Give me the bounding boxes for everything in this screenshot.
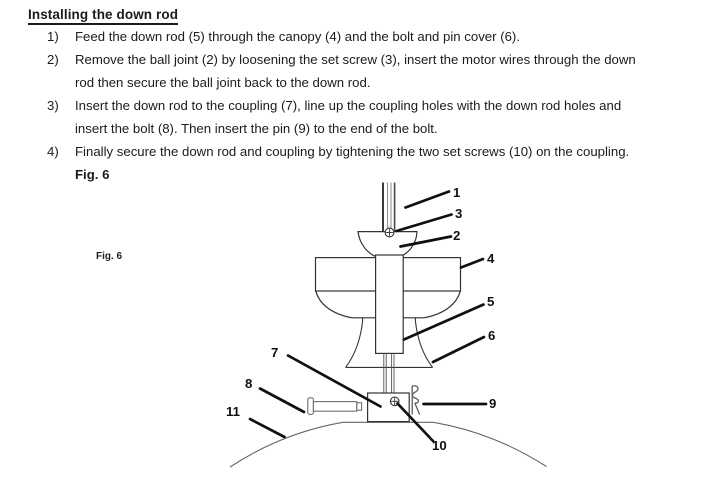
instruction-number: 3) (47, 98, 59, 113)
instruction-line: insert the bolt (8). Then insert the pin (9) to the end of the bolt. (75, 121, 438, 136)
bolt (308, 398, 362, 415)
figure-callout-11: 11 (226, 404, 240, 419)
coupling (368, 393, 410, 422)
motor-housing (230, 422, 547, 467)
figure-callout-7: 7 (271, 345, 279, 360)
instruction-line: Remove the ball joint (2) by loosening the set screw (3), insert the motor wires through the down (75, 52, 636, 67)
instruction-line: Finally secure the down rod and coupling by tightening the two set screws (10) on the coupling. (75, 144, 630, 159)
page-title: Installing the down rod (28, 7, 178, 25)
figure-caption: Fig. 6 (75, 167, 110, 182)
set-screw-top (385, 228, 394, 237)
figure-callout-2: 2 (453, 228, 461, 243)
instruction-line: Feed the down rod (5) through the canopy (4) and the bolt and pin cover (6). (75, 29, 520, 44)
figure-callout-5: 5 (487, 294, 495, 309)
instruction-line: Insert the down rod to the coupling (7), line up the coupling holes with the down rod holes and (75, 98, 622, 113)
pin (412, 386, 419, 415)
figure-callout-10: 10 (432, 438, 447, 453)
figure-inner-caption: Fig. 6 (96, 251, 123, 262)
figure-callout-6: 6 (488, 328, 496, 343)
down-rod-lower (384, 353, 394, 396)
instruction-number: 1) (47, 29, 59, 44)
figure-callout-1: 1 (453, 185, 461, 200)
instruction-line: rod then secure the ball joint back to the down rod. (75, 75, 371, 90)
figure-callout-8: 8 (245, 376, 253, 391)
motor-wires (383, 183, 395, 232)
figure-callout-4: 4 (487, 251, 495, 266)
down-rod (376, 255, 404, 353)
figure-callout-3: 3 (455, 206, 463, 221)
instruction-number: 4) (47, 144, 59, 159)
figure-callout-9: 9 (489, 396, 497, 411)
instruction-number: 2) (47, 52, 59, 67)
